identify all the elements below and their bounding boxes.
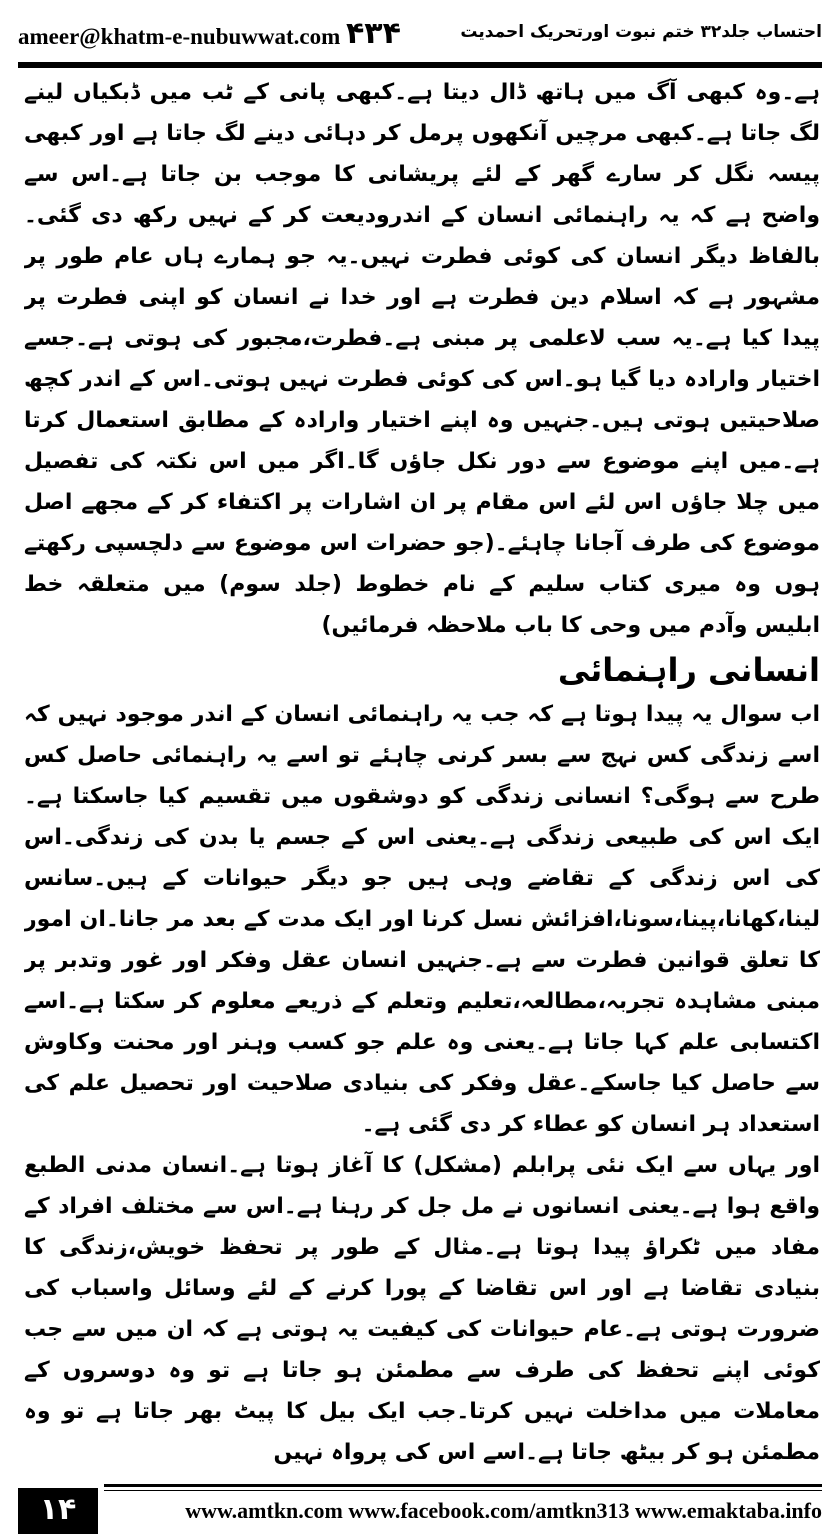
running-title: احتساب جلد۳۲ ختم نبوت اورتحریک احمدیت: [460, 22, 822, 42]
page-number-box: ۱۴: [18, 1488, 98, 1534]
footer-links[interactable]: www.amtkn.com www.facebook.com/amtkn313 www.emaktaba.info: [185, 1498, 822, 1523]
header-email: ameer@khatm-e-nubuwwat.com: [18, 24, 341, 49]
footer-rule-thin: [104, 1490, 822, 1491]
page-body: [24, 72, 820, 1476]
section-heading: انسانی راہنمائی: [557, 651, 820, 689]
header-page-number: ۴۳۴: [346, 16, 401, 51]
paragraph-1: ہے۔وہ کبھی آگ میں ہاتھ ڈال دیتا ہے۔کبھی پانی کے ٹب میں ڈبکیاں لینے لگ جاتا ہے۔کبھی مرچیں آنکھوں پرمل کر دہائی دینے لگ جاتا ہے اور کبھی پیسہ نگل کر سارے گھر کے لئے پریشانی کا موجب بن جاتا ہے۔اس سے واضح ہے کہ یہ راہنمائی انسان کے اندرودیعت کر کے نہیں رکھ دی گئی۔بالفاظ دیگر انسان کی کوئی فطرت نہیں۔یہ جو ہمارے ہاں عام طور پر مشہور ہے کہ اسلام دین فطرت ہے اور خدا نے انسان کو اپنی فطرت پر پیدا کیا ہے۔یہ سب لاعلمی پر مبنی ہے۔فطرت،مجبور کی ہوتی ہے۔جسے اختیار وارادہ دیا گیا ہو۔اس کی کوئی فطرت نہیں ہوتی۔اس کے اندر کچھ صلاحیتیں ہوتی ہیں۔جنہیں وہ اپنے اختیار وارادہ کے مطابق استعمال کرتا ہے۔میں اپنے موضوع سے دور نکل جاؤں گا۔اگر میں اس نکتہ کی تفصیل میں چلا جاؤں اس لئے اس مقام پر ان اشارات پر اکتفاء کر کے مجھے اصل موضوع کی طرف آجانا چاہئے۔(جو حضرات اس موضوع سے دلچسپی رکھتے ہوں وہ میری کتاب سلیم کے نام خطوط (جلد سوم) میں متعلقہ خط ابلیس وآدم میں وحی کا باب ملاحظہ فرمائیں): [24, 80, 820, 638]
paragraph-3: اور یہاں سے ایک نئی پرابلم (مشکل) کا آغاز ہوتا ہے۔انسان مدنی الطبع واقع ہوا ہے۔یعنی انسانوں نے مل جل کر رہنا ہے۔اس سے مختلف افراد کے مفاد میں ٹکراؤ پیدا ہوتا ہے۔مثال کے طور پر تحفظ خویش،زندگی کا بنیادی تقاضا ہے اور اس تقاضا کے پورا کرنے کے لئے وسائل واسباب کی ضرورت ہوتی ہے۔عام حیوانات کی کیفیت یہ ہوتی ہے کہ ان میں سے جب کوئی اپنے تحفظ کی طرف سے مطمئن ہو جاتا ہے تو وہ دوسروں کے معاملات میں مداخلت نہیں کرتا۔جب ایک بیل کا پیٹ بھر جاتا ہے تو وہ مطمئن ہو کر بیٹھ جاتا ہے۔اسے اس کی پرواہ نہیں: [24, 1153, 820, 1465]
paragraph-2: اب سوال یہ پیدا ہوتا ہے کہ جب یہ راہنمائی انسان کے اندر موجود نہیں کہ اسے زندگی کس نہج سے بسر کرنی چاہئے تو اسے یہ راہنمائی حاصل کس طرح سے ہوگی؟ انسانی زندگی کو دوشقوں میں تقسیم کیا جاسکتا ہے۔ایک اس کی طبیعی زندگی ہے۔یعنی اس کے جسم یا بدن کی زندگی۔اس کی اس زندگی کے تقاضے وہی ہیں جو دیگر حیوانات کے ہیں۔سانس لینا،کھانا،پینا،سونا،افزائش نسل کرنا اور ایک مدت کے بعد مر جانا۔ان امور کا تعلق قوانین فطرت سے ہے۔جنہیں انسان عقل وفکر اور غور وتدبر پر مبنی مشاہدہ تجربہ،مطالعہ،تعلیم وتعلم کے ذریعے معلوم کر سکتا ہے۔اسے اکتسابی علم کہا جاتا ہے۔یعنی وہ علم جو کسب وہنر اور محنت وکاوش سے حاصل کیا جاسکے۔عقل وفکر کی بنیادی صلاحیت اور تحصیل علم کی استعداد ہر انسان کو عطاء کر دی گئی ہے۔: [24, 702, 820, 1137]
footer-rule: [104, 1484, 822, 1487]
header-rule: [18, 62, 822, 68]
page-header: [18, 18, 822, 58]
